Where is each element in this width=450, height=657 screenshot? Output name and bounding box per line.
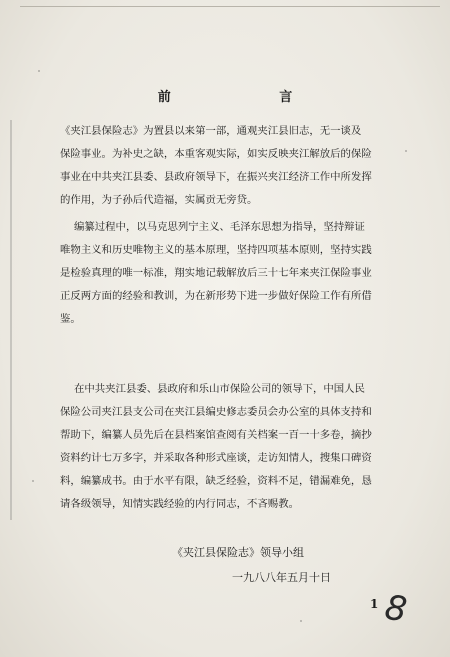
paragraph-line: 是检验真理的唯一标准，翔实地记载解放后三十七年来夹江保险事业 — [60, 267, 372, 279]
paragraph-line: 唯物主义和历史唯物主义的基本原理，坚持四项基本原则，坚持实践 — [60, 244, 372, 256]
document-title: 前 言 — [157, 90, 345, 105]
scan-speck — [300, 620, 302, 622]
paragraph-line: 《夹江县保险志》为置县以来第一部，通观夹江县旧志，无一谈及 — [60, 125, 362, 137]
paragraph-line: 保险公司夹江县支公司在夹江县编史修志委员会办公室的具体支持和 — [60, 406, 372, 418]
handwritten-mark: 8 — [382, 587, 410, 631]
scan-speck — [32, 480, 34, 482]
paragraph-line: 鉴。 — [60, 313, 81, 325]
signature-organization: 《夹江县保险志》领导小组 — [172, 546, 304, 559]
scan-speck — [38, 70, 40, 72]
paragraph-line: 事业在中共夹江县委、县政府领导下，在振兴夹江经济工作中所发挥 — [60, 171, 372, 183]
paragraph-line: 请各级领导，知情实践经验的内行同志，不吝赐教。 — [60, 498, 299, 510]
paragraph-line: 的作用，为子孙后代造福，实属贡无旁贷。 — [60, 194, 258, 206]
page-number: 1 — [370, 597, 379, 611]
paragraph-2 — [60, 216, 390, 331]
scan-speck — [405, 150, 407, 152]
paragraph-line: 帮助下，编纂人员先后在县档案馆查阅有关档案一百一十多卷，摘抄 — [60, 429, 372, 441]
paragraph-line: 在中共夹江县委、县政府和乐山市保险公司的领导下，中国人民 — [74, 383, 365, 395]
page-top-edge — [20, 6, 440, 7]
paragraph-line: 编纂过程中，以马克思列宁主义、毛泽东思想为指导，坚持辩证 — [74, 221, 365, 233]
paragraph-3 — [60, 378, 390, 516]
paragraph-line: 正反两方面的经验和教训，为在新形势下进一步做好保险工作有所借 — [60, 290, 372, 302]
binding-shadow — [10, 120, 12, 520]
paragraph-1 — [60, 120, 390, 212]
paragraph-line: 资料约计七万多字，并采取各种形式座谈，走访知情人，搜集口碑资 — [60, 452, 372, 464]
paragraph-line: 料，编纂成书。由于水平有限，缺乏经验，资料不足，错漏难免，恳 — [60, 475, 372, 487]
paragraph-line: 保险事业。为补史之缺，本重客观实际，如实反映夹江解放后的保险 — [60, 148, 372, 160]
signature-date: 一九八八年五月十日 — [232, 571, 331, 584]
